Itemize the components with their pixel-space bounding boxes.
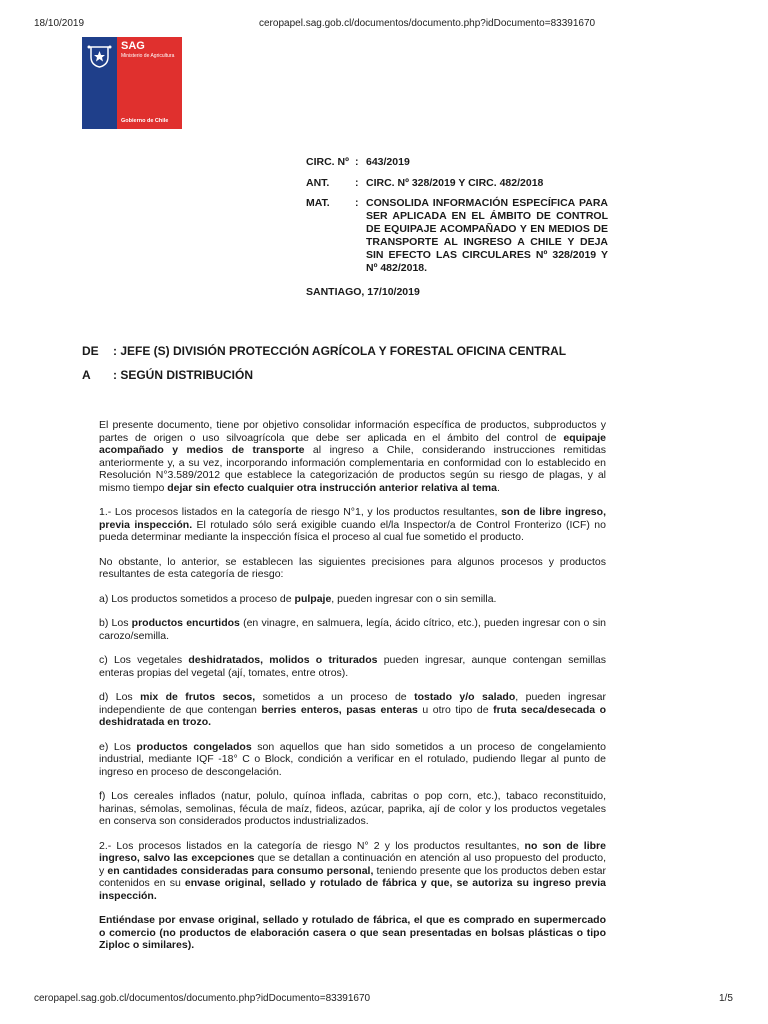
text-run: son aquellos que han sido sometidos a un proceso de congelamiento industrial, mediante IQF -18° C o Block, condición a verificar en el rotulado, pudiendo llegar al punto de ingreso en proceso de descongelación. (99, 740, 607, 778)
text-run: 1.- Los procesos listados en la categoría de riesgo N°1, y los productos resultantes, (99, 506, 502, 518)
mat-label: MAT. (306, 197, 330, 209)
text-run-bold: berries enteros, pasas enteras (261, 703, 418, 716)
text-run: b) Los (99, 617, 132, 629)
text-run-bold: productos congelados (136, 740, 252, 753)
text-run-bold: mix de frutos secos, (140, 691, 256, 703)
text-run: , pueden ingresar independiente de que contengan (99, 691, 606, 716)
text-run-bold: Entiéndase por envase original, sellado y rotulado de fábrica, el que es comprado en supermercado o comercio (no productos de elaboración casera o que sean presentadas en bolsas plásticas o tipo Ziploc o similares). (99, 914, 606, 951)
text-run: . (496, 481, 500, 494)
text-run: pueden ingresar, aunque contengan semillas enteras propias del vegetal (ají, tomates, entre otros). (99, 654, 606, 679)
text-run: El presente documento, tiene por objetivo consolidar información específica de productos, subproductos y partes de origen o uso silvoagrícola que debe ser aplicada en el ámbito del control de (99, 419, 606, 444)
circ-value: 643/2019 (366, 156, 410, 168)
de-label: DE (82, 344, 99, 358)
text-run: a) Los productos sometidos a proceso de (99, 592, 295, 605)
paragraph-item-a (99, 593, 606, 606)
paragraph-risk-category-1 (99, 506, 606, 544)
chile-coat-of-arms-icon (86, 43, 113, 69)
text-run-bold: productos encurtidos (131, 617, 240, 629)
circ-label: CIRC. Nº (306, 156, 349, 168)
text-run: u otro tipo de (417, 703, 494, 716)
paragraph-precisions: No obstante, lo anterior, se establecen las siguientes precisiones para algunos procesos y productos resultantes de esta categoría de riesgo: (99, 555, 606, 580)
text-run-bold: envase original, sellado y rotulado de fábrica y que, se autoriza su ingreso previa inspección. (99, 877, 606, 902)
ant-label: ANT. (306, 177, 330, 189)
text-run: d) Los (99, 691, 141, 703)
text-run: e) Los (99, 740, 137, 753)
place-date: SANTIAGO, 17/10/2019 (306, 286, 420, 298)
paragraph-item-c (99, 654, 606, 679)
text-run: c) Los vegetales (99, 654, 189, 666)
ant-value: CIRC. Nº 328/2019 Y CIRC. 482/2018 (366, 177, 544, 189)
text-run-bold: dejar sin efecto cualquier otra instrucción anterior relativa al tema (167, 481, 497, 494)
circ-colon: : (355, 156, 359, 168)
paragraph-item-f: f) Los cereales inflados (natur, polulo, quínoa inflada, cabritas o pop corn, etc.), tabaco reconstituido, harinas, sémolas, semolinas, fécula de maíz, fideos, azúcar, paprika, ají de color y los productos vegetales en conserva son considerados productos industrializados. (99, 790, 606, 827)
text-run-bold: deshidratados, molidos o triturados (188, 654, 378, 666)
logo-subtitle: Ministerio de Agricultura (121, 53, 175, 59)
text-run: , pueden ingresar con o sin semilla. (331, 592, 497, 605)
print-date: 18/10/2019 (34, 18, 85, 29)
text-run-bold: fruta seca/desecada o deshidratada en trozo. (99, 703, 607, 728)
text-run: al ingreso a Chile, considerando instrucciones remitidas anteriormente y, a su vez, incorporando información complementaria en conformidad con lo establecido en Resolución N°3.589/2012 que establece la categorización de productos según su riesgo de plagas, y al mismo tiempo (99, 444, 606, 494)
text-run: El rotulado sólo será exigible cuando el/la Inspector/a de Control Fronterizo (ICF) no pueda determinar mediante la inspección física el proceso al cual fue sometido el producto. (99, 518, 606, 543)
a-label: A (82, 368, 91, 382)
text-run-bold: tostado y/o salado (414, 691, 516, 703)
page-number: 1/5 (719, 993, 733, 1004)
text-run: teniendo presente que los productos deben estar contenidos en su (99, 864, 607, 889)
text-run-bold: son de libre ingreso, previa inspección. (99, 506, 606, 531)
mat-colon: : (355, 197, 359, 209)
de-value: : JEFE (S) DIVISIÓN PROTECCIÓN AGRÍCOLA Y FORESTAL OFICINA CENTRAL (113, 344, 567, 358)
text-run-bold: pulpaje (294, 592, 332, 605)
sag-logo (82, 37, 182, 129)
text-run: (en vinagre, en salmuera, legía, ácido cítrico, etc.), pueden ingresar con o sin carozo/semilla. (99, 617, 606, 642)
text-run: sometidos a un proceso de (255, 691, 415, 703)
paragraph-risk-category-2 (99, 840, 606, 903)
paragraph-item-d (99, 691, 606, 729)
a-value: : SEGÚN DISTRIBUCIÓN (113, 368, 254, 382)
paragraph-item-e (99, 741, 606, 779)
text-run-bold: equipaje acompañado y medios de transporte (99, 431, 606, 456)
paragraph-intro (99, 419, 606, 494)
text-run: que se detallan a continuación en atención al uso propuesto del producto, y (99, 852, 607, 877)
paragraph-original-packaging (99, 914, 606, 952)
document-body (99, 419, 606, 964)
logo-name: SAG (121, 40, 145, 52)
print-url: ceropapel.sag.gob.cl/documentos/documento.php?idDocumento=83391670 (259, 18, 596, 29)
text-run: 2.- Los procesos listados en la categoría de riesgo N° 2 y los productos resultantes, (99, 839, 525, 852)
ant-colon: : (355, 177, 359, 189)
logo-footer: Gobierno de Chile (121, 118, 169, 124)
mat-value: CONSOLIDA INFORMACIÓN ESPECÍFICA PARA SER APLICADA EN EL ÁMBITO DE CONTROL DE EQUIPAJE ACOMPAÑADO Y EN MEDIOS DE TRANSPORTE AL INGRESO A CHILE Y DEJA SIN EFECTO LAS CIRCULARES Nº 328/2019 Y Nº 482/2018. (366, 197, 608, 274)
paragraph-item-b (99, 617, 606, 642)
text-run-bold: no son de libre ingreso, salvo las excepciones (99, 839, 606, 864)
footer-url: ceropapel.sag.gob.cl/documentos/documento.php?idDocumento=83391670 (34, 993, 371, 1004)
text-run-bold: en cantidades consideradas para consumo personal, (107, 864, 374, 877)
